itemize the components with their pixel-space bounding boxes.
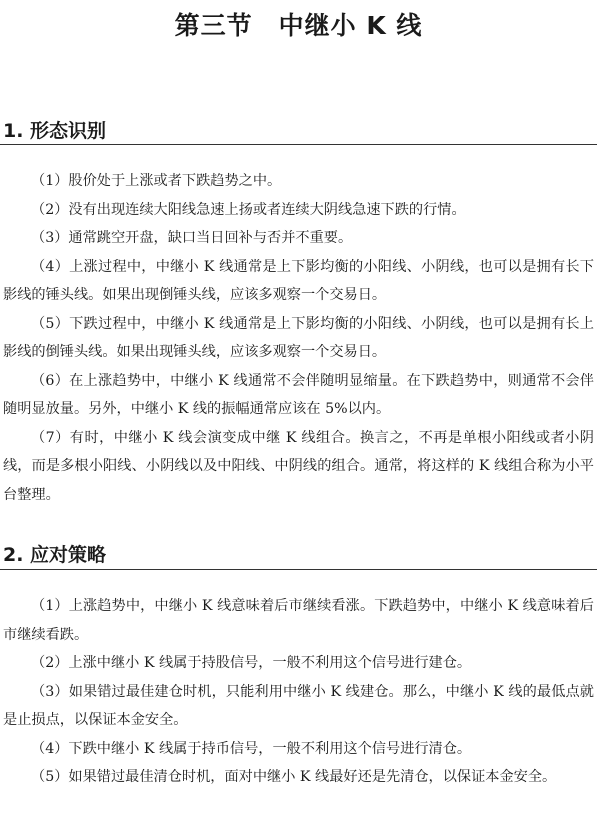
paragraph: （5）下跌过程中，中继小 K 线通常是上下影均衡的小阳线、小阴线，也可以是拥有长上影线的倒锤头线。如果出现锤头线，应该多观察一个交易日。 <box>3 315 594 360</box>
section-divider <box>0 144 597 145</box>
section-body-identification <box>3 167 594 509</box>
paragraph: （3）如果错过最佳建仓时机，只能利用中继小 K 线建仓。那么，中继小 K 线的最低点就是止损点，以保证本金安全。 <box>3 683 594 728</box>
paragraph: （2）上涨中继小 K 线属于持股信号，一般不利用这个信号进行建仓。 <box>31 655 472 671</box>
paragraph: （3）通常跳空开盘，缺口当日回补与否并不重要。 <box>31 230 353 246</box>
paragraph: （4）上涨过程中，中继小 K 线通常是上下影均衡的小阳线、小阴线，也可以是拥有长下影线的锤头线。如果出现倒锤头线，应该多观察一个交易日。 <box>3 258 594 303</box>
paragraph: （1）上涨趋势中，中继小 K 线意味着后市继续看涨。下跌趋势中，中继小 K 线意味着后市继续看跌。 <box>3 598 594 643</box>
section-heading-identification: 1. 形态识别 <box>3 120 107 142</box>
section-heading-strategy: 2. 应对策略 <box>3 544 107 566</box>
paragraph: （4）下跌中继小 K 线属于持币信号，一般不利用这个信号进行清仓。 <box>31 740 472 757</box>
paragraph: （1）股价处于上涨或者下跌趋势之中。 <box>31 173 282 189</box>
paragraph: （6）在上涨趋势中，中继小 K 线通常不会伴随明显缩量。在下跌趋势中，则通常不会伴随明显放量。另外，中继小 K 线的振幅通常应该在 5%以内。 <box>3 372 594 417</box>
page-title: 第三节 中继小 K 线 <box>174 11 423 40</box>
section-body-strategy <box>3 592 594 792</box>
paragraph: （5）如果错过最佳清仓时机，面对中继小 K 线最好还是先清仓，以保证本金安全。 <box>31 769 557 785</box>
section-divider <box>0 569 597 570</box>
paragraph: （2）没有出现连续大阳线急速上扬或者连续大阴线急速下跌的行情。 <box>31 201 466 218</box>
paragraph: （7）有时，中继小 K 线会演变成中继 K 线组合。换言之，不再是单根小阳线或者小阴线，而是多根小阳线、小阴线以及中阳线、中阴线的组合。通常，将这样的 K 线组合称为小平台整理。 <box>3 429 594 503</box>
